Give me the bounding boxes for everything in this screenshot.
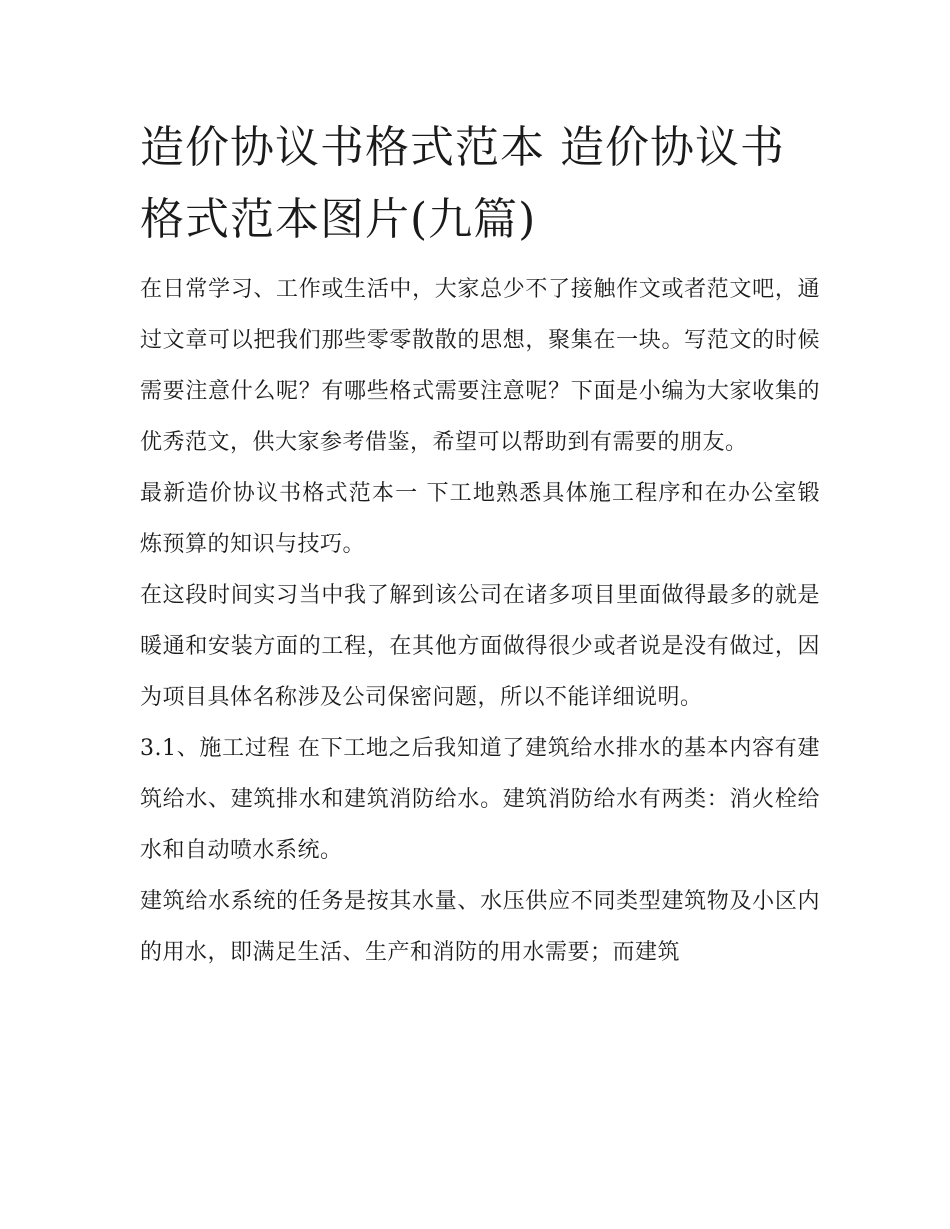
paragraph-section-one: 最新造价协议书格式范本一 下工地熟悉具体施工程序和在办公室锻炼预算的知识与技巧。	[140, 481, 820, 557]
document-body	[140, 264, 820, 978]
paragraph-construction-process: 3.1、施工过程 在下工地之后我知道了建筑给水排水的基本内容有建筑给水、建筑排水和建筑消防给水。建筑消防给水有两类：消火栓给水和自动喷水系统。	[140, 736, 820, 863]
paragraph-internship: 在这段时间实习当中我了解到该公司在诸多项目里面做得最多的就是暖通和安装方面的工程，在其他方面做得很少或者说是没有做过，因为项目具体名称涉及公司保密问题，所以不能详细说明。	[140, 583, 820, 710]
document-title: 造价协议书格式范本 造价协议书格式范本图片(九篇)	[140, 122, 785, 245]
document-page	[140, 112, 820, 978]
paragraph-intro: 在日常学习、工作或生活中，大家总少不了接触作文或者范文吧，通过文章可以把我们那些零零散散的思想，聚集在一块。写范文的时候需要注意什么呢？有哪些格式需要注意呢？下面是小编为大家收集的优秀范文，供大家参考借鉴，希望可以帮助到有需要的朋友。	[140, 277, 820, 455]
paragraph-water-supply: 建筑给水系统的任务是按其水量、水压供应不同类型建筑物及小区内的用水，即满足生活、生产和消防的用水需要；而建筑	[140, 889, 820, 965]
